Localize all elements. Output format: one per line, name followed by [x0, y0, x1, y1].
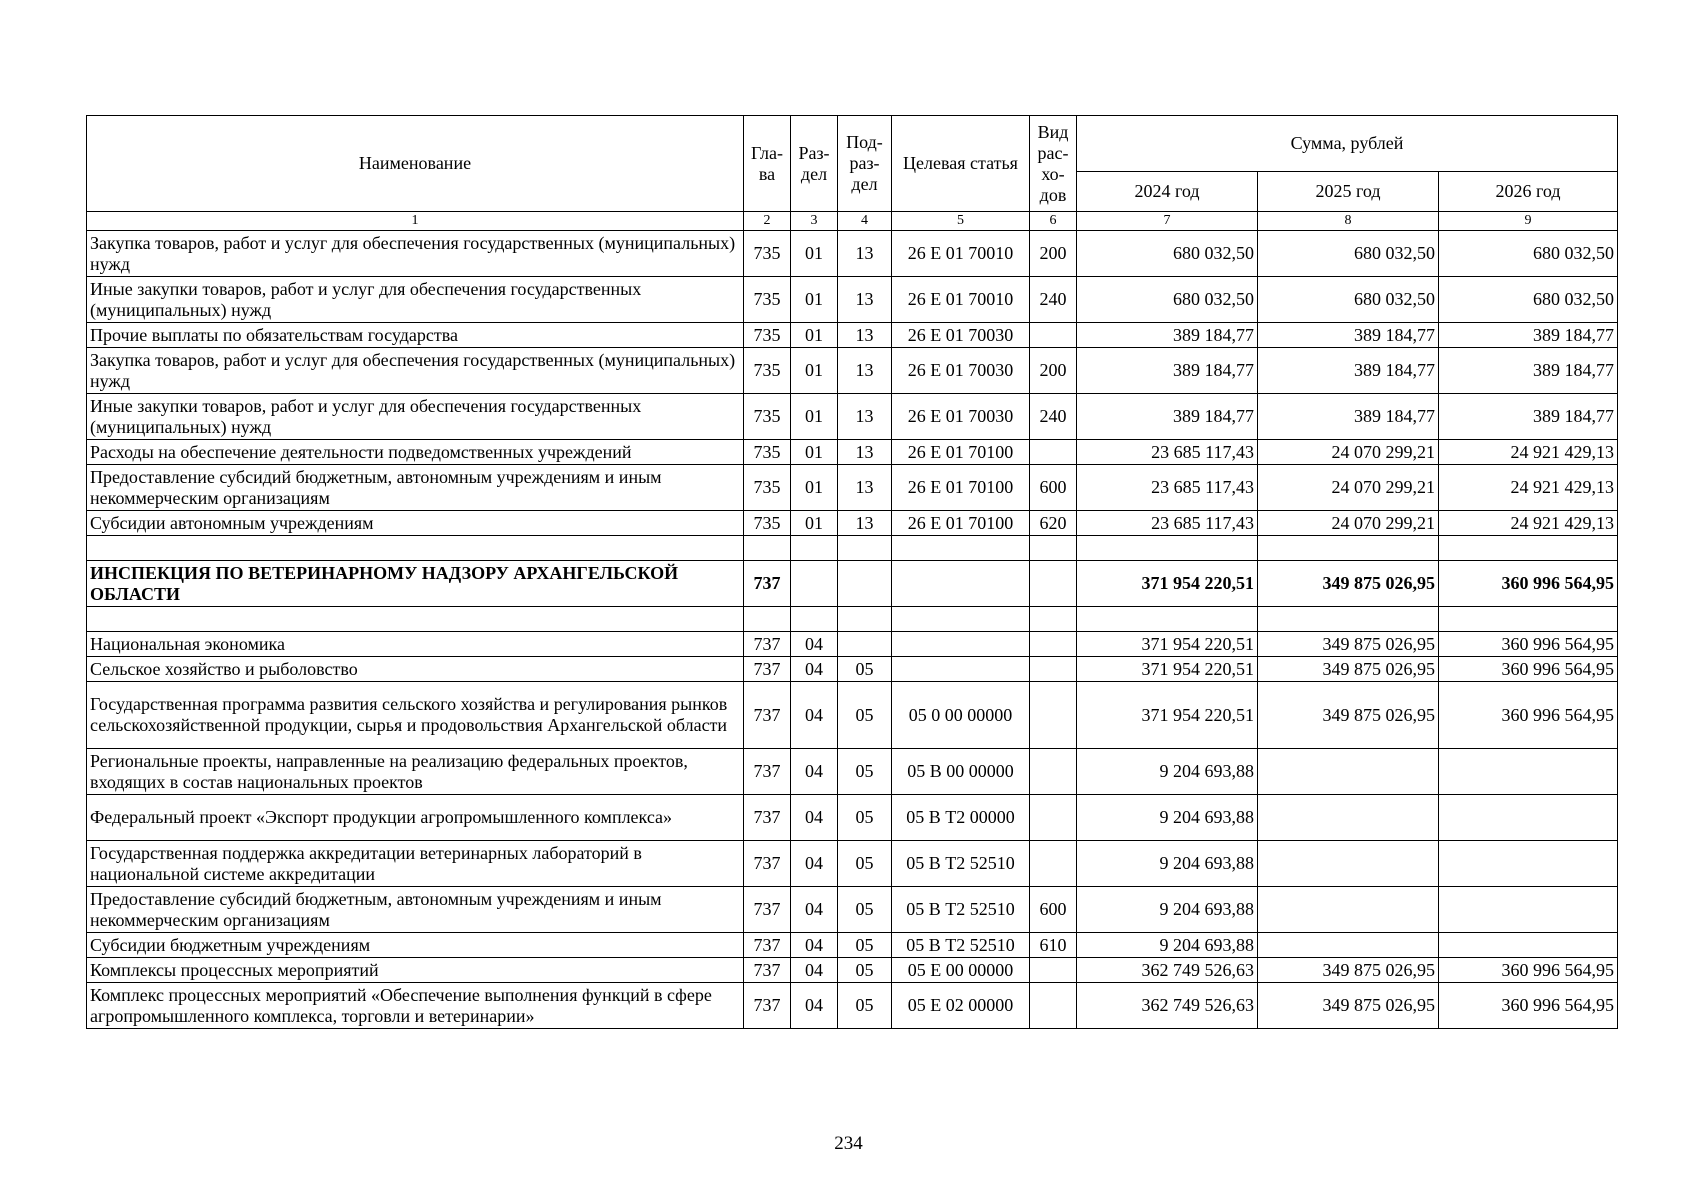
- cell-vid: [1030, 561, 1077, 607]
- cell-celevaya: 05 В Т2 52510: [892, 841, 1030, 887]
- cell-celevaya: 05 В Т2 52510: [892, 933, 1030, 958]
- cell-2025: [1258, 887, 1439, 933]
- header-vid: Вид рас-хо-дов: [1030, 116, 1077, 212]
- cell-2026: 360 996 564,95: [1439, 561, 1618, 607]
- cell-2026: [1439, 749, 1618, 795]
- cell-glava: 735: [744, 465, 791, 511]
- cell-podrazdel: 05: [838, 887, 892, 933]
- cell-razdel: 04: [791, 887, 838, 933]
- cell-podrazdel: [838, 632, 892, 657]
- cell-vid: 240: [1030, 394, 1077, 440]
- cell-2025: 24 070 299,21: [1258, 465, 1439, 511]
- cell-glava: 737: [744, 983, 791, 1029]
- cell-name: Сельское хозяйство и рыболовство: [87, 657, 744, 682]
- cell-vid: [1030, 440, 1077, 465]
- cell-2024: 389 184,77: [1077, 394, 1258, 440]
- cell-podrazdel: 05: [838, 841, 892, 887]
- table-row: [87, 632, 1618, 657]
- cell-2024: 9 204 693,88: [1077, 841, 1258, 887]
- cell-razdel: [791, 536, 838, 561]
- table-row: [87, 887, 1618, 933]
- cell-2026: [1439, 841, 1618, 887]
- cell-razdel: 01: [791, 277, 838, 323]
- budget-table: [86, 115, 1618, 1029]
- cell-podrazdel: [838, 607, 892, 632]
- cell-2026: 24 921 429,13: [1439, 440, 1618, 465]
- cell-celevaya: [892, 657, 1030, 682]
- cell-vid: [1030, 795, 1077, 841]
- cell-glava: 735: [744, 348, 791, 394]
- cell-glava: 735: [744, 231, 791, 277]
- cell-celevaya: 26 Е 01 70030: [892, 394, 1030, 440]
- cell-name: [87, 536, 744, 561]
- cell-name: Национальная экономика: [87, 632, 744, 657]
- cell-celevaya: 05 Е 02 00000: [892, 983, 1030, 1029]
- cell-podrazdel: 13: [838, 231, 892, 277]
- table-row: [87, 277, 1618, 323]
- cell-name: Субсидии автономным учреждениям: [87, 511, 744, 536]
- cell-name: Комплексы процессных мероприятий: [87, 958, 744, 983]
- table-row: [87, 841, 1618, 887]
- cell-2026: [1439, 887, 1618, 933]
- cell-2025: [1258, 749, 1439, 795]
- cell-2024: 23 685 117,43: [1077, 440, 1258, 465]
- page-number: 234: [834, 1133, 863, 1154]
- cell-vid: [1030, 323, 1077, 348]
- cell-vid: [1030, 749, 1077, 795]
- table-row: [87, 348, 1618, 394]
- table-row: [87, 511, 1618, 536]
- cell-2025: [1258, 795, 1439, 841]
- cell-glava: 737: [744, 682, 791, 749]
- cell-vid: [1030, 983, 1077, 1029]
- cell-glava: 737: [744, 841, 791, 887]
- cell-2025: 24 070 299,21: [1258, 511, 1439, 536]
- cell-glava: [744, 607, 791, 632]
- cell-2024: 9 204 693,88: [1077, 887, 1258, 933]
- cell-glava: [744, 536, 791, 561]
- cell-podrazdel: 13: [838, 511, 892, 536]
- cell-2026: 389 184,77: [1439, 323, 1618, 348]
- cell-name: Государственная поддержка аккредитации ветеринарных лабораторий в национальной системе аккредитации: [87, 841, 744, 887]
- cell-2024: 389 184,77: [1077, 348, 1258, 394]
- cell-razdel: 04: [791, 958, 838, 983]
- cell-2024: 680 032,50: [1077, 277, 1258, 323]
- cell-2024: 371 954 220,51: [1077, 682, 1258, 749]
- cell-2026: [1439, 607, 1618, 632]
- cell-name: Субсидии бюджетным учреждениям: [87, 933, 744, 958]
- cell-2024: 23 685 117,43: [1077, 465, 1258, 511]
- cell-2024: [1077, 607, 1258, 632]
- column-numbers-row: [87, 212, 1618, 231]
- cell-podrazdel: 05: [838, 749, 892, 795]
- cell-glava: 735: [744, 323, 791, 348]
- cell-razdel: 01: [791, 394, 838, 440]
- cell-celevaya: 05 Е 00 00000: [892, 958, 1030, 983]
- cell-podrazdel: 05: [838, 682, 892, 749]
- cell-2026: 360 996 564,95: [1439, 632, 1618, 657]
- cell-2025: 389 184,77: [1258, 323, 1439, 348]
- cell-razdel: 04: [791, 933, 838, 958]
- cell-2025: 389 184,77: [1258, 394, 1439, 440]
- table-row: [87, 394, 1618, 440]
- cell-2026: 389 184,77: [1439, 394, 1618, 440]
- cell-razdel: [791, 607, 838, 632]
- cell-2024: 389 184,77: [1077, 323, 1258, 348]
- cell-razdel: 04: [791, 983, 838, 1029]
- cell-2024: 9 204 693,88: [1077, 749, 1258, 795]
- cell-razdel: 01: [791, 511, 838, 536]
- cell-podrazdel: 05: [838, 983, 892, 1029]
- cell-name: Региональные проекты, направленные на реализацию федеральных проектов, входящих в состав национальных проектов: [87, 749, 744, 795]
- cell-2026: [1439, 933, 1618, 958]
- cell-2026: [1439, 536, 1618, 561]
- cell-2026: 360 996 564,95: [1439, 958, 1618, 983]
- cell-name: Расходы на обеспечение деятельности подведомственных учреждений: [87, 440, 744, 465]
- cell-podrazdel: 13: [838, 277, 892, 323]
- column-number: 5: [892, 212, 1030, 231]
- cell-2025: 349 875 026,95: [1258, 632, 1439, 657]
- table-row: [87, 983, 1618, 1029]
- header-podrazdel: Под-раз-дел: [838, 116, 892, 212]
- cell-2026: 24 921 429,13: [1439, 465, 1618, 511]
- header-year-2026: 2026 год: [1439, 172, 1618, 212]
- cell-2024: 680 032,50: [1077, 231, 1258, 277]
- cell-celevaya: 05 0 00 00000: [892, 682, 1030, 749]
- cell-celevaya: 26 Е 01 70030: [892, 348, 1030, 394]
- cell-vid: 200: [1030, 231, 1077, 277]
- cell-podrazdel: 13: [838, 323, 892, 348]
- cell-razdel: 04: [791, 632, 838, 657]
- cell-podrazdel: 13: [838, 348, 892, 394]
- cell-podrazdel: 05: [838, 657, 892, 682]
- cell-name: Предоставление субсидий бюджетным, автономным учреждениям и иным некоммерческим организациям: [87, 465, 744, 511]
- table-row: [87, 440, 1618, 465]
- cell-2024: 23 685 117,43: [1077, 511, 1258, 536]
- cell-2025: 680 032,50: [1258, 277, 1439, 323]
- column-number: 2: [744, 212, 791, 231]
- cell-glava: 735: [744, 440, 791, 465]
- cell-glava: 737: [744, 561, 791, 607]
- cell-name: Прочие выплаты по обязательствам государства: [87, 323, 744, 348]
- cell-vid: 200: [1030, 348, 1077, 394]
- cell-name: [87, 607, 744, 632]
- cell-celevaya: 26 Е 01 70100: [892, 440, 1030, 465]
- cell-glava: 737: [744, 749, 791, 795]
- cell-razdel: 01: [791, 440, 838, 465]
- cell-podrazdel: [838, 536, 892, 561]
- cell-2026: [1439, 795, 1618, 841]
- cell-celevaya: [892, 536, 1030, 561]
- header-razdel: Раз-дел: [791, 116, 838, 212]
- cell-name: Закупка товаров, работ и услуг для обеспечения государственных (муниципальных) нужд: [87, 231, 744, 277]
- cell-2025: 389 184,77: [1258, 348, 1439, 394]
- table-row: [87, 958, 1618, 983]
- cell-podrazdel: 13: [838, 394, 892, 440]
- cell-razdel: 01: [791, 231, 838, 277]
- cell-razdel: 04: [791, 657, 838, 682]
- cell-razdel: [791, 561, 838, 607]
- cell-celevaya: 05 В Т2 00000: [892, 795, 1030, 841]
- table-row: [87, 323, 1618, 348]
- cell-glava: 737: [744, 933, 791, 958]
- cell-2024: 362 749 526,63: [1077, 983, 1258, 1029]
- table-row: [87, 536, 1618, 561]
- column-number: 1: [87, 212, 744, 231]
- cell-glava: 737: [744, 795, 791, 841]
- cell-name: Закупка товаров, работ и услуг для обеспечения государственных (муниципальных) нужд: [87, 348, 744, 394]
- cell-podrazdel: 13: [838, 465, 892, 511]
- cell-2026: 360 996 564,95: [1439, 983, 1618, 1029]
- cell-2025: 349 875 026,95: [1258, 657, 1439, 682]
- cell-name: Государственная программа развития сельского хозяйства и регулирования рынков сельскохозяйственной продукции, сырья и продовольствия Архангельской области: [87, 682, 744, 749]
- cell-vid: [1030, 536, 1077, 561]
- cell-celevaya: [892, 632, 1030, 657]
- cell-podrazdel: [838, 561, 892, 607]
- cell-razdel: 04: [791, 841, 838, 887]
- cell-2026: 389 184,77: [1439, 348, 1618, 394]
- column-number: 6: [1030, 212, 1077, 231]
- column-number: 9: [1439, 212, 1618, 231]
- column-number: 3: [791, 212, 838, 231]
- cell-2026: 680 032,50: [1439, 277, 1618, 323]
- cell-2024: 9 204 693,88: [1077, 933, 1258, 958]
- cell-celevaya: 26 Е 01 70100: [892, 465, 1030, 511]
- cell-celevaya: [892, 607, 1030, 632]
- table-row: [87, 657, 1618, 682]
- header-summa: Сумма, рублей: [1077, 116, 1618, 172]
- cell-2024: 371 954 220,51: [1077, 657, 1258, 682]
- cell-razdel: 04: [791, 682, 838, 749]
- cell-podrazdel: 05: [838, 795, 892, 841]
- table-header: [87, 116, 1618, 231]
- header-year-2025: 2025 год: [1258, 172, 1439, 212]
- cell-glava: 735: [744, 277, 791, 323]
- cell-name: Комплекс процессных мероприятий «Обеспечение выполнения функций в сфере агропромышленного комплекса, торговли и ветеринарии»: [87, 983, 744, 1029]
- cell-2025: 349 875 026,95: [1258, 958, 1439, 983]
- header-celevaya: Целевая статья: [892, 116, 1030, 212]
- header-year-2024: 2024 год: [1077, 172, 1258, 212]
- table-row: [87, 231, 1618, 277]
- cell-glava: 737: [744, 887, 791, 933]
- cell-2025: 349 875 026,95: [1258, 682, 1439, 749]
- cell-2025: [1258, 607, 1439, 632]
- cell-celevaya: 26 Е 01 70010: [892, 277, 1030, 323]
- cell-razdel: 04: [791, 795, 838, 841]
- cell-2025: 349 875 026,95: [1258, 561, 1439, 607]
- table-row: [87, 749, 1618, 795]
- cell-vid: 600: [1030, 887, 1077, 933]
- cell-razdel: 01: [791, 465, 838, 511]
- cell-vid: 240: [1030, 277, 1077, 323]
- cell-2026: 360 996 564,95: [1439, 657, 1618, 682]
- cell-2024: 9 204 693,88: [1077, 795, 1258, 841]
- cell-2025: [1258, 536, 1439, 561]
- table-row: [87, 607, 1618, 632]
- cell-2025: 24 070 299,21: [1258, 440, 1439, 465]
- cell-razdel: 01: [791, 348, 838, 394]
- cell-2026: 24 921 429,13: [1439, 511, 1618, 536]
- cell-2024: 371 954 220,51: [1077, 561, 1258, 607]
- table-body: [87, 231, 1618, 1029]
- cell-2025: 680 032,50: [1258, 231, 1439, 277]
- cell-celevaya: [892, 561, 1030, 607]
- cell-vid: [1030, 657, 1077, 682]
- cell-2025: [1258, 841, 1439, 887]
- cell-podrazdel: 05: [838, 958, 892, 983]
- header-glava: Гла-ва: [744, 116, 791, 212]
- cell-celevaya: 05 В 00 00000: [892, 749, 1030, 795]
- cell-2024: 371 954 220,51: [1077, 632, 1258, 657]
- cell-razdel: 01: [791, 323, 838, 348]
- cell-celevaya: 26 Е 01 70010: [892, 231, 1030, 277]
- cell-glava: 735: [744, 511, 791, 536]
- cell-vid: 620: [1030, 511, 1077, 536]
- cell-2026: 360 996 564,95: [1439, 682, 1618, 749]
- column-number: 4: [838, 212, 892, 231]
- table-row: [87, 682, 1618, 749]
- cell-name: Федеральный проект «Экспорт продукции агропромышленного комплекса»: [87, 795, 744, 841]
- cell-glava: 737: [744, 958, 791, 983]
- cell-name: Предоставление субсидий бюджетным, автономным учреждениям и иным некоммерческим организациям: [87, 887, 744, 933]
- cell-podrazdel: 13: [838, 440, 892, 465]
- cell-name: ИНСПЕКЦИЯ ПО ВЕТЕРИНАРНОМУ НАДЗОРУ АРХАНГЕЛЬСКОЙ ОБЛАСТИ: [87, 561, 744, 607]
- cell-name: Иные закупки товаров, работ и услуг для обеспечения государственных (муниципальных) нужд: [87, 394, 744, 440]
- cell-vid: 600: [1030, 465, 1077, 511]
- cell-celevaya: 26 Е 01 70030: [892, 323, 1030, 348]
- cell-2025: 349 875 026,95: [1258, 983, 1439, 1029]
- cell-celevaya: 05 В Т2 52510: [892, 887, 1030, 933]
- column-number: 7: [1077, 212, 1258, 231]
- table-row: [87, 795, 1618, 841]
- table-row: [87, 561, 1618, 607]
- cell-podrazdel: 05: [838, 933, 892, 958]
- table-row: [87, 465, 1618, 511]
- cell-vid: [1030, 632, 1077, 657]
- cell-name: Иные закупки товаров, работ и услуг для обеспечения государственных (муниципальных) нужд: [87, 277, 744, 323]
- cell-2026: 680 032,50: [1439, 231, 1618, 277]
- cell-glava: 737: [744, 657, 791, 682]
- cell-2025: [1258, 933, 1439, 958]
- cell-vid: [1030, 958, 1077, 983]
- header-name: Наименование: [87, 116, 744, 212]
- table-row: [87, 933, 1618, 958]
- cell-glava: 737: [744, 632, 791, 657]
- cell-vid: [1030, 841, 1077, 887]
- cell-2024: 362 749 526,63: [1077, 958, 1258, 983]
- cell-vid: [1030, 607, 1077, 632]
- cell-celevaya: 26 Е 01 70100: [892, 511, 1030, 536]
- column-number: 8: [1258, 212, 1439, 231]
- cell-glava: 735: [744, 394, 791, 440]
- cell-razdel: 04: [791, 749, 838, 795]
- cell-vid: 610: [1030, 933, 1077, 958]
- cell-2024: [1077, 536, 1258, 561]
- cell-vid: [1030, 682, 1077, 749]
